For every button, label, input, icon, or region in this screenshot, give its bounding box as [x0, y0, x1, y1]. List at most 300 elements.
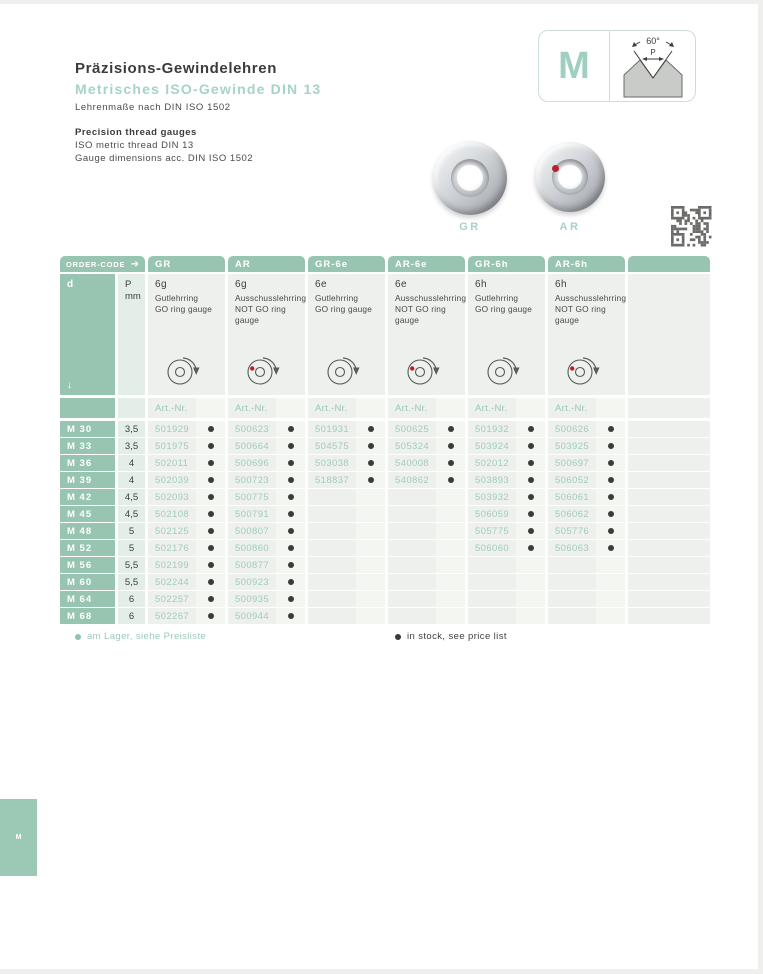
column-code-header: AR-6e: [388, 256, 465, 272]
in-stock-dot: [368, 460, 374, 466]
go-ring-rotation-icon: [485, 356, 529, 391]
empty-column-header: [628, 256, 710, 272]
stock-cell: [276, 506, 305, 522]
notgo-ring-rotation-icon: [245, 356, 289, 391]
in-stock-dot: [368, 477, 374, 483]
table-row: [388, 574, 465, 590]
art-number-cell: 506062: [548, 506, 596, 522]
pitch-cell: 5: [118, 523, 145, 539]
art-nr-row: [228, 398, 305, 418]
stock-cell: [196, 506, 225, 522]
stock-cell: [196, 421, 225, 437]
table-row: [548, 557, 625, 573]
art-number-cell: [468, 574, 516, 590]
table-row: [308, 421, 385, 437]
table-row: [388, 438, 465, 454]
table-row: [228, 472, 305, 488]
empty-row-cell: [628, 421, 710, 437]
stock-cell: [196, 455, 225, 471]
stock-cell: [516, 540, 545, 556]
tolerance-class-label: 6g: [155, 279, 167, 290]
in-stock-dot: [208, 494, 214, 500]
pitch-cell: 6: [118, 608, 145, 624]
thread-size-cell: M 64: [60, 591, 115, 607]
stock-cell: [596, 472, 625, 488]
stock-cell: [516, 421, 545, 437]
notgo-ring-rotation-icon: [565, 356, 609, 391]
art-number-cell: 506060: [468, 540, 516, 556]
art-number-cell: 506052: [548, 472, 596, 488]
table-row: [228, 608, 305, 624]
art-number-cell: 502108: [148, 506, 196, 522]
gauge-name-de: Ausschusslehrring: [555, 293, 627, 303]
art-number-cell: 500723: [228, 472, 276, 488]
art-number-cell: 502012: [468, 455, 516, 471]
in-stock-dot: [208, 511, 214, 517]
stock-cell: [196, 523, 225, 539]
stock-cell: [196, 472, 225, 488]
stock-cell: [516, 523, 545, 539]
table-row: [228, 523, 305, 539]
in-stock-dot: [288, 545, 294, 551]
art-number-cell: [308, 506, 356, 522]
art-number-cell: 501975: [148, 438, 196, 454]
stock-cell: [356, 506, 385, 522]
in-stock-dot: [288, 511, 294, 517]
table-row: [308, 523, 385, 539]
table-row: [468, 523, 545, 539]
in-stock-dot: [528, 460, 534, 466]
tolerance-class-label: 6h: [555, 279, 567, 290]
empty-row-cell: [628, 523, 710, 539]
stock-cell: [276, 455, 305, 471]
qr-code: [671, 206, 712, 247]
art-number-cell: [388, 506, 436, 522]
stock-cell: [276, 523, 305, 539]
table-row: [468, 557, 545, 573]
column-subheader: [308, 274, 385, 395]
in-stock-dot: [208, 460, 214, 466]
in-stock-dot: [208, 579, 214, 585]
d-header-label: d: [67, 279, 75, 290]
stock-dot-dark-icon: [395, 634, 401, 640]
art-number-cell: 502176: [148, 540, 196, 556]
gauge-name-de: Ausschusslehrring: [235, 293, 307, 303]
column-p: [118, 256, 145, 625]
gauge-name-en: NOT GO ring gauge: [395, 304, 446, 325]
table-row: [148, 472, 225, 488]
thread-letter: M: [539, 31, 610, 101]
in-stock-dot: [528, 528, 534, 534]
column-gr-6h: [468, 256, 545, 625]
table-row: [388, 472, 465, 488]
table-row: [388, 455, 465, 471]
pitch-cell: 4,5: [118, 489, 145, 505]
stock-cell: [436, 557, 465, 573]
empty-row-cell: [628, 574, 710, 590]
tolerance-class-label: 6h: [475, 279, 487, 290]
art-number-cell: 500697: [548, 455, 596, 471]
table-row: [388, 540, 465, 556]
order-code-arrow-icon: ➜: [130, 258, 139, 270]
table-row: [548, 421, 625, 437]
stock-cell: [276, 540, 305, 556]
column-ar: [228, 256, 305, 625]
art-number-cell: 502039: [148, 472, 196, 488]
art-number-cell: [308, 540, 356, 556]
stock-cell: [436, 472, 465, 488]
art-number-cell: [308, 557, 356, 573]
art-number-cell: 505324: [388, 438, 436, 454]
table-row: [228, 506, 305, 522]
art-nr-spacer: [596, 398, 625, 418]
art-number-cell: 500625: [388, 421, 436, 437]
pitch-cell: 4: [118, 472, 145, 488]
table-row: [228, 489, 305, 505]
art-number-cell: 500791: [228, 506, 276, 522]
gauge-name-de: Gutlehrring: [155, 293, 199, 303]
art-number-cell: 502093: [148, 489, 196, 505]
art-number-cell: [468, 557, 516, 573]
page-subtitle: Metrisches ISO-Gewinde DIN 13: [75, 81, 322, 97]
pitch-cell: 5,5: [118, 574, 145, 590]
art-number-cell: 500944: [228, 608, 276, 624]
table-row: [148, 591, 225, 607]
column-d: [60, 256, 115, 625]
art-number-cell: 502011: [148, 455, 196, 471]
table-row: [468, 591, 545, 607]
art-number-cell: 500775: [228, 489, 276, 505]
table-row: [148, 421, 225, 437]
table-row: [148, 438, 225, 454]
stock-cell: [516, 506, 545, 522]
table-row: [468, 608, 545, 624]
table-row: [548, 489, 625, 505]
go-ring-label: GR: [459, 221, 481, 233]
thread-size-cell: M 33: [60, 438, 115, 454]
tolerance-class-label: 6g: [235, 279, 247, 290]
art-number-cell: [548, 608, 596, 624]
art-number-cell: 505776: [548, 523, 596, 539]
thread-size-cell: M 48: [60, 523, 115, 539]
page-note-de: Lehrenmaße nach DIN ISO 1502: [75, 102, 231, 113]
in-stock-dot: [368, 443, 374, 449]
table-row: [548, 472, 625, 488]
stock-cell: [196, 557, 225, 573]
stock-cell: [516, 438, 545, 454]
art-nr-spacer: [356, 398, 385, 418]
stock-cell: [356, 489, 385, 505]
art-number-cell: 502125: [148, 523, 196, 539]
table-row: [468, 540, 545, 556]
stock-cell: [516, 472, 545, 488]
gauge-name-en: GO ring gauge: [155, 304, 213, 314]
table-row: [148, 540, 225, 556]
empty-column-subheader: [628, 274, 710, 395]
art-number-cell: 503893: [468, 472, 516, 488]
in-stock-dot: [208, 562, 214, 568]
art-number-cell: 506061: [548, 489, 596, 505]
thread-size-cell: M 39: [60, 472, 115, 488]
table-row: [308, 591, 385, 607]
art-number-cell: [388, 540, 436, 556]
art-nr-row: [548, 398, 625, 418]
table-row: [308, 489, 385, 505]
art-number-cell: 503925: [548, 438, 596, 454]
art-number-cell: 502244: [148, 574, 196, 590]
table-row: [148, 455, 225, 471]
empty-row-cell: [628, 608, 710, 624]
empty-row-cell: [628, 557, 710, 573]
art-nr-row: [148, 398, 225, 418]
stock-cell: [356, 540, 385, 556]
table-row: [388, 421, 465, 437]
table-row: [148, 574, 225, 590]
art-number-cell: 501929: [148, 421, 196, 437]
table-row: [148, 557, 225, 573]
page-tab-letter: M: [15, 834, 22, 841]
stock-cell: [276, 472, 305, 488]
pitch-cell: 4,5: [118, 506, 145, 522]
legend-en: in stock, see price list: [407, 631, 507, 642]
in-stock-dot: [528, 443, 534, 449]
empty-row-cell: [628, 591, 710, 607]
empty-art-row: [628, 398, 710, 418]
in-stock-dot: [208, 613, 214, 619]
empty-row-cell: [628, 472, 710, 488]
art-number-cell: 503038: [308, 455, 356, 471]
column-ar-6h: [548, 256, 625, 625]
table-row: [148, 608, 225, 624]
pitch-label: P: [649, 48, 656, 57]
d-down-arrow-icon: ↓: [67, 380, 72, 391]
in-stock-dot: [288, 596, 294, 602]
stock-cell: [596, 557, 625, 573]
column-gr: [148, 256, 225, 625]
page-header: [75, 60, 321, 165]
stock-cell: [516, 591, 545, 607]
pitch-cell: 6: [118, 591, 145, 607]
gauge-name-en: GO ring gauge: [315, 304, 373, 314]
table-row: [388, 506, 465, 522]
in-stock-dot: [608, 545, 614, 551]
in-stock-dot: [288, 579, 294, 585]
column-subheader: [388, 274, 465, 395]
table-row: [468, 506, 545, 522]
art-number-cell: 502267: [148, 608, 196, 624]
stock-cell: [436, 608, 465, 624]
table-row: [148, 506, 225, 522]
in-stock-dot: [208, 596, 214, 602]
art-nr-row: [468, 398, 545, 418]
table-row: [468, 574, 545, 590]
legend-de: am Lager, siehe Preisliste: [87, 631, 207, 642]
table-row: [548, 608, 625, 624]
stock-cell: [436, 455, 465, 471]
gauge-name-en: NOT GO ring gauge: [555, 304, 606, 325]
table-row: [388, 557, 465, 573]
art-nr-label: Art.-Nr.: [148, 398, 196, 418]
tolerance-class-label: 6e: [395, 279, 407, 290]
table-row: [388, 489, 465, 505]
art-nr-spacer: [436, 398, 465, 418]
art-number-cell: 505775: [468, 523, 516, 539]
in-stock-dot: [528, 494, 534, 500]
art-nr-spacer: [516, 398, 545, 418]
art-nr-spacer: [276, 398, 305, 418]
in-stock-dot: [448, 443, 454, 449]
page-title-en: Precision thread gauges: [75, 127, 197, 138]
in-stock-dot: [608, 511, 614, 517]
art-number-cell: [548, 574, 596, 590]
column-code-header: AR-6h: [548, 256, 625, 272]
column-subheader: [468, 274, 545, 395]
table-row: [228, 574, 305, 590]
in-stock-dot: [448, 477, 454, 483]
table-row: [308, 506, 385, 522]
notgo-ring-label: AR: [559, 221, 581, 233]
table-row: [228, 455, 305, 471]
art-number-cell: 502199: [148, 557, 196, 573]
p-header-cell: [118, 274, 145, 395]
go-ring-rotation-icon: [165, 356, 209, 391]
in-stock-dot: [528, 426, 534, 432]
art-number-cell: [388, 489, 436, 505]
art-number-cell: 540008: [388, 455, 436, 471]
art-number-cell: 500860: [228, 540, 276, 556]
in-stock-dot: [448, 460, 454, 466]
gauge-name-de: Gutlehrring: [475, 293, 519, 303]
column-subheader: [228, 274, 305, 395]
table-row: [548, 540, 625, 556]
stock-cell: [356, 608, 385, 624]
stock-cell: [436, 574, 465, 590]
art-number-cell: 502257: [148, 591, 196, 607]
stock-cell: [196, 608, 225, 624]
art-number-cell: [308, 489, 356, 505]
table-row: [468, 472, 545, 488]
column-code-header: GR-6e: [308, 256, 385, 272]
art-number-cell: 500877: [228, 557, 276, 573]
in-stock-dot: [208, 528, 214, 534]
thread-type-badge: [538, 30, 696, 102]
stock-cell: [276, 438, 305, 454]
in-stock-dot: [288, 443, 294, 449]
stock-cell: [196, 540, 225, 556]
stock-cell: [196, 574, 225, 590]
empty-row-cell: [628, 489, 710, 505]
pitch-cell: 5: [118, 540, 145, 556]
page-edge-top: [0, 0, 763, 4]
art-number-cell: [308, 608, 356, 624]
in-stock-dot: [288, 494, 294, 500]
table-row: [388, 591, 465, 607]
stock-cell: [596, 421, 625, 437]
stock-cell: [436, 489, 465, 505]
column-code-header: GR-6h: [468, 256, 545, 272]
art-nr-row: [388, 398, 465, 418]
thread-size-cell: M 30: [60, 421, 115, 437]
in-stock-dot: [208, 443, 214, 449]
pitch-cell: 3,5: [118, 421, 145, 437]
table-row: [548, 506, 625, 522]
stock-cell: [516, 608, 545, 624]
stock-cell: [276, 421, 305, 437]
stock-cell: [596, 608, 625, 624]
p-header-label: P: [125, 279, 132, 290]
art-number-cell: [388, 557, 436, 573]
stock-cell: [356, 591, 385, 607]
go-ring-rotation-icon: [325, 356, 369, 391]
stock-cell: [356, 523, 385, 539]
table-row: [148, 489, 225, 505]
art-nr-label: Art.-Nr.: [388, 398, 436, 418]
art-nr-row: [308, 398, 385, 418]
stock-cell: [596, 540, 625, 556]
stock-cell: [596, 591, 625, 607]
angle-label: 60°: [645, 36, 660, 46]
stock-cell: [196, 489, 225, 505]
in-stock-dot: [448, 426, 454, 432]
stock-cell: [356, 557, 385, 573]
table-row: [548, 438, 625, 454]
stock-cell: [356, 421, 385, 437]
stock-cell: [516, 557, 545, 573]
thread-profile-diagram: [610, 31, 695, 101]
pitch-cell: 3,5: [118, 438, 145, 454]
table-row: [308, 455, 385, 471]
art-number-cell: 501932: [468, 421, 516, 437]
art-number-cell: 506063: [548, 540, 596, 556]
art-number-cell: 518837: [308, 472, 356, 488]
in-stock-dot: [208, 426, 214, 432]
order-code-label: ORDER-CODE: [66, 259, 126, 269]
table-row: [308, 557, 385, 573]
stock-cell: [596, 574, 625, 590]
in-stock-dot: [528, 511, 534, 517]
art-number-cell: [548, 557, 596, 573]
art-nr-spacer: [196, 398, 225, 418]
stock-cell: [516, 489, 545, 505]
table-row: [468, 438, 545, 454]
thread-size-cell: M 68: [60, 608, 115, 624]
column-code-header: GR: [148, 256, 225, 272]
stock-cell: [356, 574, 385, 590]
in-stock-dot: [208, 477, 214, 483]
column-subheader: [148, 274, 225, 395]
table-row: [548, 523, 625, 539]
stock-cell: [596, 506, 625, 522]
art-number-cell: [308, 574, 356, 590]
notgo-ring-gauge-photo: [535, 142, 605, 212]
stock-cell: [596, 455, 625, 471]
table-row: [148, 523, 225, 539]
in-stock-dot: [608, 494, 614, 500]
in-stock-dot: [288, 426, 294, 432]
stock-cell: [276, 574, 305, 590]
gauge-table: [60, 256, 710, 625]
art-nr-label: Art.-Nr.: [228, 398, 276, 418]
in-stock-dot: [288, 613, 294, 619]
thread-size-cell: M 60: [60, 574, 115, 590]
page-edge-right: [758, 0, 763, 974]
empty-row-cell: [628, 540, 710, 556]
tolerance-class-label: 6e: [315, 279, 327, 290]
notgo-red-mark: [552, 165, 559, 172]
art-number-cell: 500623: [228, 421, 276, 437]
stock-cell: [356, 438, 385, 454]
gauge-name-en: GO ring gauge: [475, 304, 533, 314]
